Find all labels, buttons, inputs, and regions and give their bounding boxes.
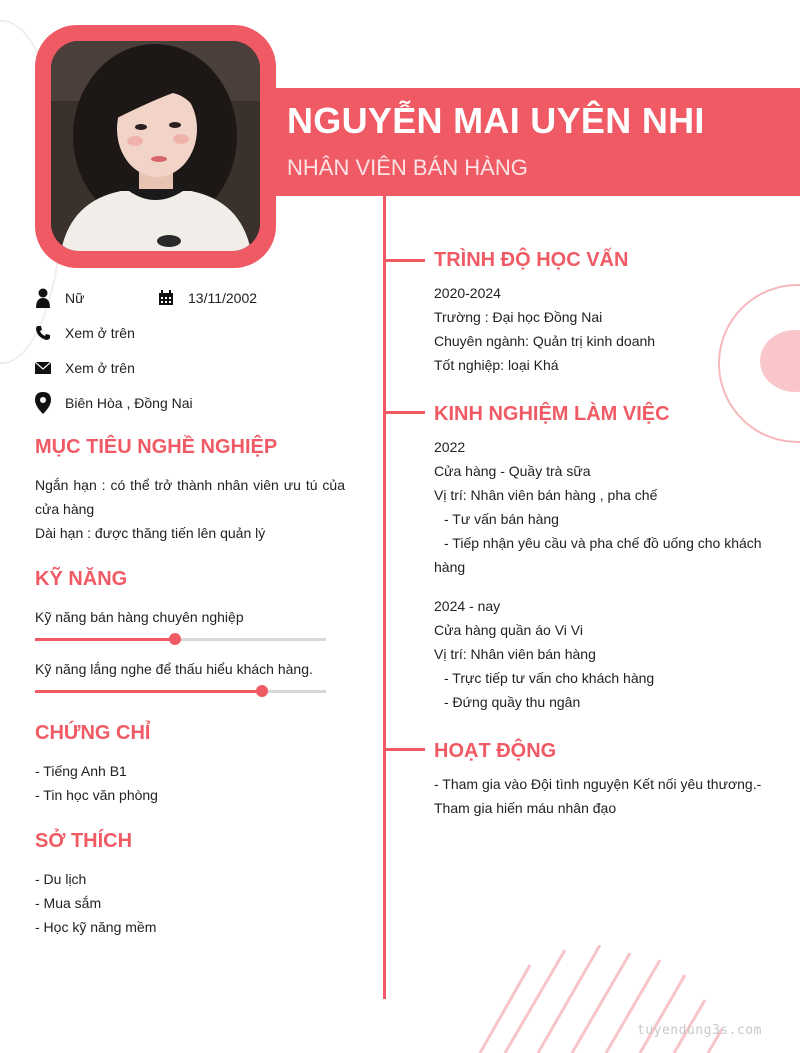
job-task: - Tiếp nhận yêu cầu và pha chế đồ uống cho khách hàng bbox=[434, 535, 762, 575]
education-line: Chuyên ngành: Quản trị kinh doanh bbox=[434, 333, 656, 349]
job-company: Cửa hàng quần áo Vi Vi bbox=[434, 622, 583, 638]
experience-title: KINH NGHIỆM LÀM VIỆC bbox=[434, 403, 670, 425]
phone-value: Xem ở trên bbox=[65, 325, 135, 341]
hobbies-title: SỞ THÍCH bbox=[35, 830, 133, 852]
phone-icon bbox=[35, 323, 51, 343]
email-value: Xem ở trên bbox=[65, 360, 135, 376]
envelope-icon bbox=[35, 358, 51, 378]
watermark: tuyendung3s.com bbox=[637, 1023, 762, 1038]
timeline-tick bbox=[385, 259, 425, 262]
person-icon bbox=[35, 288, 51, 308]
skill-bar bbox=[35, 690, 326, 693]
objective-long-term: Dài hạn : được thăng tiến lên quản lý bbox=[35, 525, 266, 541]
hobby-item: - Mua sắm bbox=[35, 895, 102, 911]
calendar-icon bbox=[158, 288, 174, 308]
education-title: TRÌNH ĐỘ HỌC VẤN bbox=[434, 249, 629, 271]
job-period: 2024 - nay bbox=[434, 598, 501, 614]
job-title: NHÂN VIÊN BÁN HÀNG bbox=[287, 155, 528, 180]
education-line: Tốt nghiệp: loại Khá bbox=[434, 357, 559, 373]
certificate-item: - Tin học văn phòng bbox=[35, 787, 158, 803]
job-position: Vị trí: Nhân viên bán hàng bbox=[434, 646, 596, 662]
phone-row bbox=[35, 321, 135, 345]
address-value: Biên Hòa , Đồng Nai bbox=[65, 395, 193, 411]
job-task: - Đứng quầy thu ngân bbox=[444, 694, 581, 710]
skills-title: KỸ NĂNG bbox=[35, 568, 128, 590]
job-task: - Tư vấn bán hàng bbox=[444, 511, 559, 527]
activities-text: - Tham gia vào Đội tình nguyện Kết nối yêu thương.- Tham gia hiến máu nhân đạo bbox=[434, 776, 762, 816]
gender-row bbox=[35, 286, 84, 310]
skill-label: Kỹ năng lắng nghe để thấu hiểu khách hàng. bbox=[35, 661, 313, 677]
job-period: 2022 bbox=[434, 439, 466, 455]
objective-title: MỤC TIÊU NGHỀ NGHIỆP bbox=[35, 436, 278, 458]
hobby-item: - Học kỹ năng mềm bbox=[35, 919, 157, 935]
avatar bbox=[51, 41, 260, 251]
timeline-tick bbox=[385, 748, 425, 751]
education-line: Trường : Đại học Đồng Nai bbox=[434, 309, 603, 325]
birthday-row bbox=[158, 286, 257, 310]
skill-bar bbox=[35, 638, 326, 641]
skill-fill bbox=[35, 638, 175, 641]
candidate-name: NGUYỄN MAI UYÊN NHI bbox=[287, 100, 705, 141]
timeline-tick bbox=[385, 411, 425, 414]
hobby-item: - Du lịch bbox=[35, 871, 87, 887]
location-pin-icon bbox=[35, 393, 51, 413]
skill-knob bbox=[256, 685, 268, 697]
email-row bbox=[35, 356, 135, 380]
birthday-value: 13/11/2002 bbox=[188, 290, 258, 306]
skill-knob bbox=[169, 633, 181, 645]
objective-short-term: Ngắn hạn : có thể trở thành nhân viên ưu tú của cửa hàng bbox=[35, 477, 345, 517]
certificates-title: CHỨNG CHỈ bbox=[35, 722, 151, 744]
gender-value: Nữ bbox=[65, 290, 85, 306]
portrait-image bbox=[51, 41, 260, 251]
address-row bbox=[35, 391, 193, 415]
education-line: 2020-2024 bbox=[434, 285, 501, 301]
job-task: - Trực tiếp tư vấn cho khách hàng bbox=[444, 670, 655, 686]
activities-title: HOẠT ĐỘNG bbox=[434, 740, 557, 762]
certificate-item: - Tiếng Anh B1 bbox=[35, 763, 127, 779]
skill-label: Kỹ năng bán hàng chuyên nghiệp bbox=[35, 609, 244, 625]
skill-fill bbox=[35, 690, 262, 693]
job-position: Vị trí: Nhân viên bán hàng , pha chế bbox=[434, 487, 658, 503]
job-company: Cửa hàng - Quầy trà sữa bbox=[434, 463, 591, 479]
timeline-line bbox=[383, 196, 386, 999]
